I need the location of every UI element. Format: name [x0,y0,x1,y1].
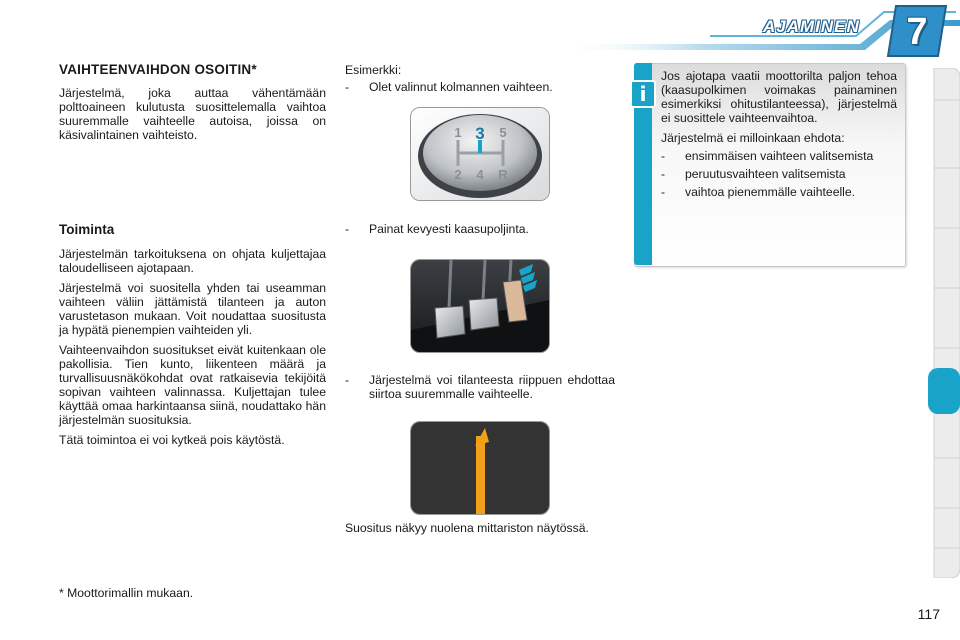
info-list-text: ensimmäisen vaihteen valitsemista [685,149,874,163]
example-block [345,63,615,98]
gear-label: 4 [476,167,484,182]
info-paragraph: Järjestelmä ei milloinkaan ehdota: [661,131,845,145]
section-title: VAIHTEENVAIHDON OSOITIN* [59,62,257,77]
shift-arrow-display-figure [410,421,550,515]
intro-paragraph: Järjestelmä, joka auttaa vähentämään polttoaineen kulutusta suosittelemalla vaihtoa suuremmalle vaihteelle autoisa, joissa on käsivalintainen vaihteisto. [59,86,326,142]
info-list-item [661,185,897,199]
gear-label: 5 [499,125,507,140]
example-label: Esimerkki: [345,63,402,77]
side-tab-active [928,368,960,414]
info-list-text: vaihtoa pienemmälle vaihteelle. [685,185,856,199]
dash-bullet: - [345,373,350,387]
info-box-content [661,69,897,203]
dash-bullet: - [661,185,666,199]
chapter-number: 7 [906,11,928,53]
step-2-block [345,222,615,240]
gear-label: 1 [454,125,462,140]
step-text: Olet valinnut kolmannen vaihteen. [369,80,553,94]
brake-pedal [469,298,499,330]
info-list-text: peruutusvaihteen valitsemista [685,167,846,181]
info-icon: i [630,80,656,108]
body-paragraph: Vaihteenvaihdon suositukset eivät kuitenkaan ole pakollisia. Tien kunto, liikenteen määrä ja turvallisuusnäkökohdat ovat ratkaisevia tekijöitä sopivan vaihteen valinnassa. Kuljettajan tulee käyttää omaa harkintaansa siinä, noudattako hän järjestelmän suosituksia. [59,343,326,427]
chapter-title: AJAMINEN [763,17,860,36]
conclusion-paragraph: Suositus näkyy nuolena mittariston näytössä. [345,521,589,535]
info-paragraph: Jos ajotapa vaatii moottorilta paljon tehoa (kaasupolkimen voimakas painaminen esimerkiksi ohitustilanteessa), järjestelmä ei suosittele vaihteenvaihtoa. [661,69,897,125]
step-1 [345,80,615,94]
page-number: 117 [917,606,940,622]
step-text: Järjestelmä voi tilanteesta riippuen ehdottaa siirtoa suuremmalle vaihteelle. [369,373,615,401]
subheading: Toiminta [59,222,115,237]
dash-bullet: - [345,80,350,94]
clutch-pedal [435,306,465,338]
step-3 [345,373,615,401]
dash-bullet: - [661,149,666,163]
body-paragraph: Järjestelmä voi suositella yhden tai useamman vaihteen väliin jättämistä tilanteen ja auton varustetason mukaan. Voit noudattaa suositusta ja hypätä pienempien vaihteiden yli. [59,281,326,337]
info-list-item [661,149,897,163]
dash-bullet: - [345,222,350,236]
gear-label: R [498,167,508,182]
step-3-block [345,373,615,405]
footnote: * Moottorimallin mukaan. [59,586,194,600]
operation-section [59,223,326,453]
info-list-item [661,167,897,181]
body-paragraph: Järjestelmän tarkoituksena on ohjata kuljettajaa taloudelliseen ajotapaan. [59,247,326,275]
step-text: Painat kevyesti kaasupoljinta. [369,222,529,236]
step-2 [345,222,615,236]
dash-bullet: - [661,167,666,181]
gear-label: 2 [454,167,462,182]
pedals-figure [410,259,550,353]
chapter-side-tabs [928,68,960,578]
left-column [59,63,326,148]
body-paragraph: Tätä toimintoa ei voi kytkeä pois käytöstä. [59,433,285,447]
gear-knob-figure [410,107,550,201]
gear-label-selected: 3 [475,124,485,143]
